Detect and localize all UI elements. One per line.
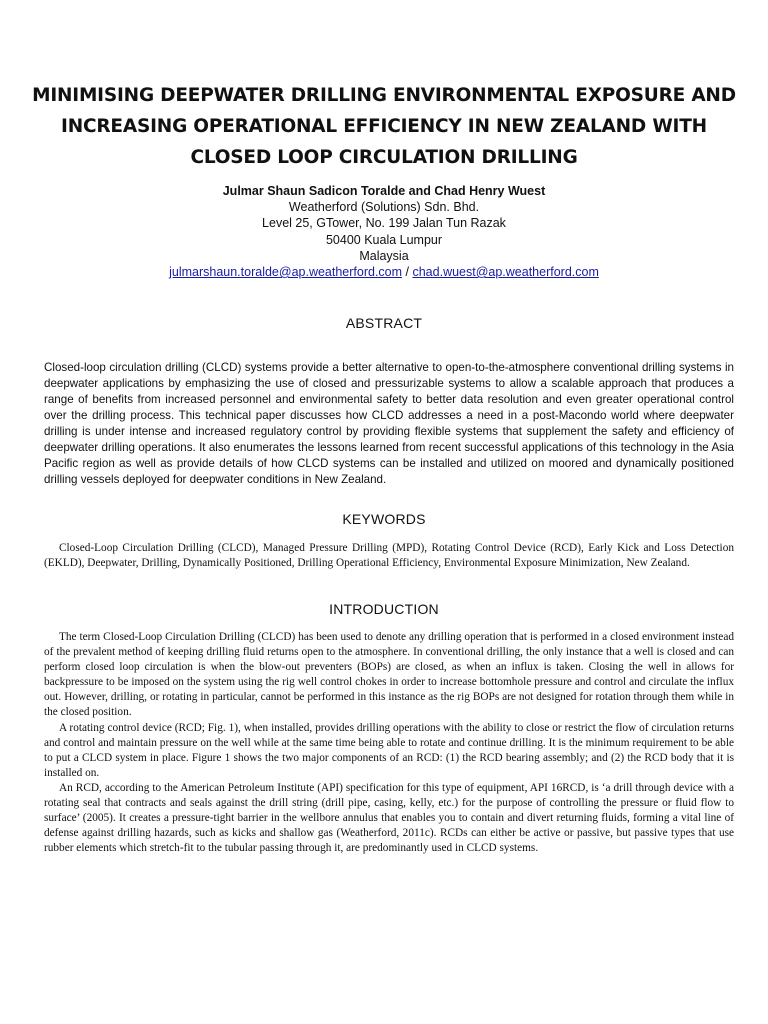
title-line: MINIMISING DEEPWATER DRILLING ENVIRONMENTAL EXPOSURE AND xyxy=(32,85,736,106)
email-separator: / xyxy=(405,265,413,280)
email-link-wuest[interactable]: chad.wuest@ap.weatherford.com xyxy=(412,265,599,280)
introduction-body xyxy=(44,630,734,856)
affiliation-line: Level 25, GTower, No. 199 Jalan Tun Razak xyxy=(262,216,506,231)
abstract-text: Closed-loop circulation drilling (CLCD) systems provide a better alternative to open-to-the-atmosphere conventional drilling systems in deepwater applications by emphasizing the use of closed and pressurizable systems to allow a scalable approach that produces a range of benefits from increased personnel and environmental safety to better data resolution and even greater operational control over the drilling process. This technical paper discusses how CLCD addresses a need in a post-Macondo world where deepwater drilling is under intense and increased regulatory control by providing flexible systems that supplement the safety and efficiency of deepwater drilling operations. It also enumerates the lessons learned from recent successful applications of this technology in the Asia Pacific region as well as provide details of how CLCD systems can be installed and utilized on moored and dynamically positioned drilling vessels deployed for deepwater conditions in New Zealand. xyxy=(44,361,734,486)
introduction-heading: INTRODUCTION xyxy=(329,601,439,617)
keywords-text: Closed-Loop Circulation Drilling (CLCD), Managed Pressure Drilling (MPD), Rotating Control Device (RCD), Early Kick and Loss Detection (EKLD), Deepwater, Drilling, Dynamically Positioned, Drilling Operational Efficiency, Environmental Exposure Minimization, New Zealand. xyxy=(44,542,734,569)
introduction-paragraph: A rotating control device (RCD; Fig. 1), when installed, provides drilling operations with the ability to close or restrict the flow of circulation returns and control and maintain pressure on the well while at the same time being able to rotate and continue drilling. It is the minimum requirement to be able to put a CLCD system in place. Figure 1 shows the two major components of an RCD: (1) the RCD bearing assembly; and (2) the RCD body that it is installed on. xyxy=(44,721,734,779)
affiliation-line: Malaysia xyxy=(359,248,409,263)
introduction-paragraph: The term Closed-Loop Circulation Drilling (CLCD) has been used to denote any drilling operation that is performed in a closed environment instead of the prevalent method of keeping drilling fluid returns open to the atmosphere. In conventional drilling, the only instance that a well is closed and can perform closed loop circulation is when the blow-out preventers (BOPs) are closed, as when an influx is taken. Closing the well in allows for backpressure to be imposed on the system using the rig well control chokes in order to increase bottomhole pressure and control and circulate the influx out. However, drilling, or rotating in particular, cannot be performed in this instance as the rig BOPs are not designed for rotation through them while in the closed position. xyxy=(44,631,734,719)
email-link-toralde[interactable]: julmarshaun.toralde@ap.weatherford.com xyxy=(169,265,403,280)
keywords-heading: KEYWORDS xyxy=(342,511,426,527)
title-line: INCREASING OPERATIONAL EFFICIENCY IN NEW ZEALAND WITH xyxy=(61,116,707,137)
paper-title xyxy=(30,80,738,173)
introduction-paragraph: An RCD, according to the American Petroleum Institute (API) specification for this type of equipment, API 16RCD, is ‘a drill through device with a rotating seal that contracts and seals against the drill string (drill pipe, casing, kelly, etc.) for the purpose of controlling the pressure or fluid flow to surface’ (2005). It creates a pressure-tight barrier in the wellbore annulus that enables you to contain and divert returning fluids, forming a vital line of defense against drilling hazards, such as kicks and shallow gas (Weatherford, 2011c). RCDs can either be active or passive, but passive types that use rubber elements which stretch-fit to the tubular passing through it, are predominantly used in CLCD systems. xyxy=(44,781,734,855)
title-line: CLOSED LOOP CIRCULATION DRILLING xyxy=(190,147,578,168)
abstract-heading: ABSTRACT xyxy=(345,315,423,331)
author-block xyxy=(84,183,684,280)
email-line xyxy=(84,264,684,280)
affiliation-line: 50400 Kuala Lumpur xyxy=(325,232,443,247)
affiliation-line: Weatherford (Solutions) Sdn. Bhd. xyxy=(288,200,480,215)
authors: Julmar Shaun Sadicon Toralde and Chad Henry Wuest xyxy=(222,184,546,198)
